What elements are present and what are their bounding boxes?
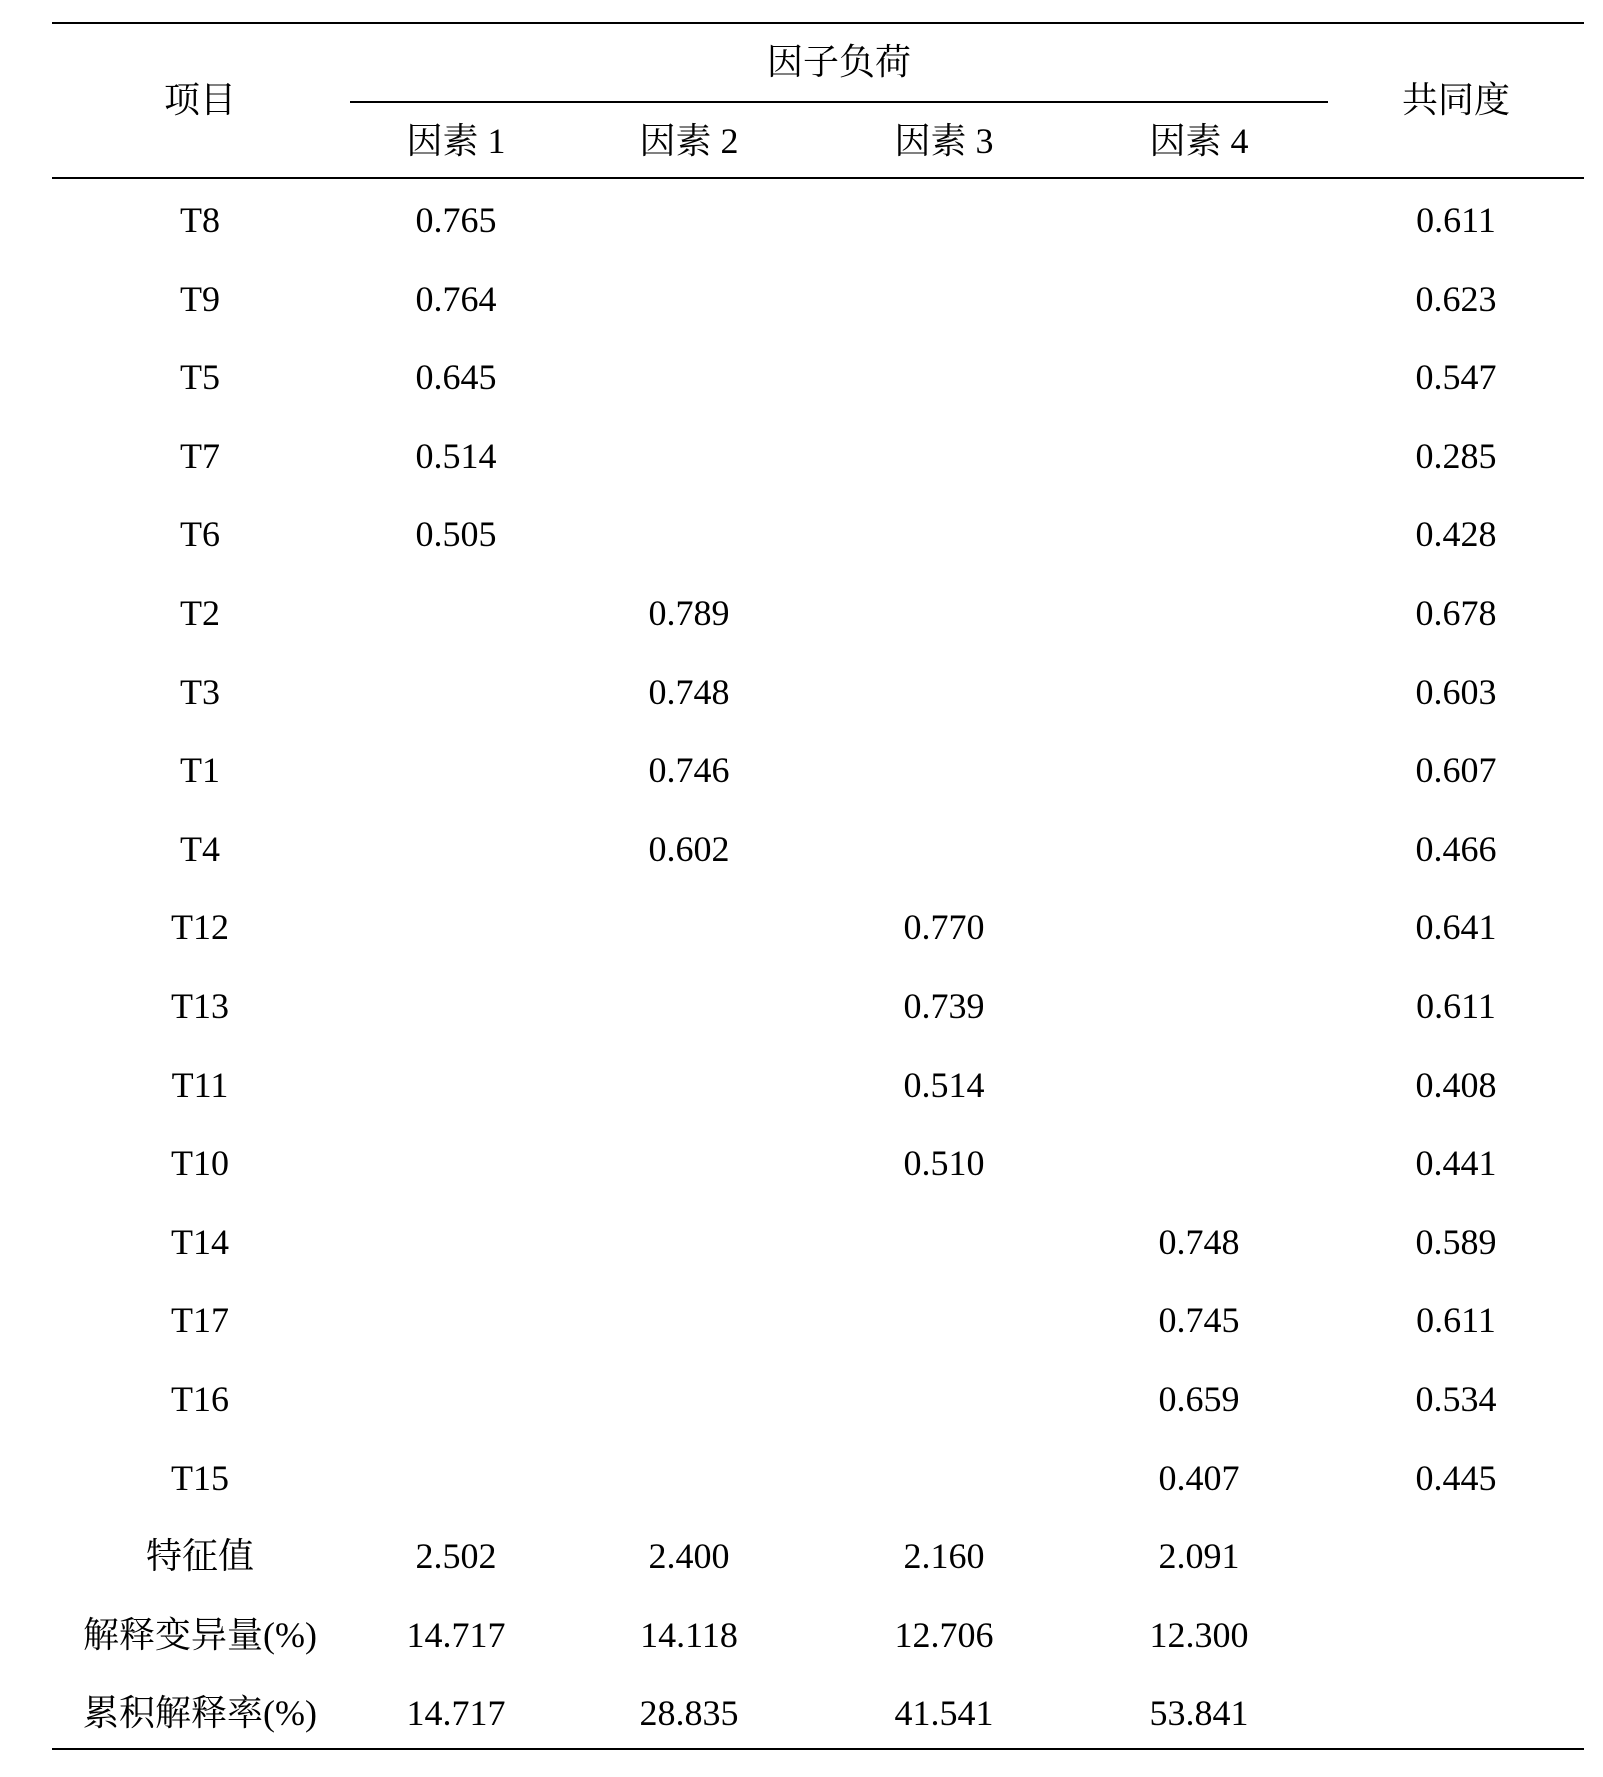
- header-item: 项目: [163, 80, 236, 120]
- loading-cell: 0.789: [648, 593, 730, 633]
- row-item-label: T4: [180, 829, 220, 869]
- row-item-label: T3: [180, 672, 220, 712]
- loading-cell: 0.510: [903, 1143, 985, 1183]
- communality-cell: 0.428: [1415, 514, 1497, 554]
- summary-value: 41.541: [894, 1693, 994, 1733]
- summary-value: 2.091: [1158, 1536, 1240, 1576]
- header-communality: 共同度: [1401, 80, 1510, 120]
- row-item-label: T14: [171, 1222, 229, 1262]
- row-item-label: T15: [171, 1458, 229, 1498]
- loading-cell: 0.748: [1158, 1222, 1240, 1262]
- bottom-rule: [52, 1748, 1584, 1750]
- row-item-label: T12: [171, 907, 229, 947]
- row-item-label: T10: [171, 1143, 229, 1183]
- header-bottom-rule: [52, 177, 1584, 179]
- summary-value: 14.118: [640, 1615, 738, 1655]
- loading-cell: 0.407: [1158, 1458, 1240, 1498]
- communality-cell: 0.678: [1415, 593, 1497, 633]
- summary-value: 2.502: [415, 1536, 497, 1576]
- communality-cell: 0.641: [1415, 907, 1497, 947]
- summary-label: 累积解释率(%): [83, 1693, 317, 1733]
- communality-cell: 0.611: [1416, 1300, 1496, 1340]
- loading-cell: 0.739: [903, 986, 985, 1026]
- row-item-label: T13: [171, 986, 229, 1026]
- communality-cell: 0.285: [1415, 436, 1497, 476]
- group-underline: [350, 101, 1328, 103]
- row-item-label: T8: [180, 200, 220, 240]
- loading-cell: 0.748: [648, 672, 730, 712]
- header-factor-1: 因素 1: [406, 121, 506, 161]
- communality-cell: 0.547: [1415, 357, 1497, 397]
- communality-cell: 0.589: [1415, 1222, 1497, 1262]
- communality-cell: 0.611: [1416, 200, 1496, 240]
- summary-label: 特征值: [145, 1536, 254, 1576]
- row-item-label: T11: [171, 1065, 229, 1105]
- communality-cell: 0.603: [1415, 672, 1497, 712]
- communality-cell: 0.445: [1415, 1458, 1497, 1498]
- communality-cell: 0.466: [1415, 829, 1497, 869]
- row-item-label: T16: [171, 1379, 229, 1419]
- communality-cell: 0.441: [1415, 1143, 1497, 1183]
- summary-value: 2.400: [648, 1536, 730, 1576]
- loading-cell: 0.505: [415, 514, 497, 554]
- communality-cell: 0.408: [1415, 1065, 1497, 1105]
- loading-cell: 0.765: [415, 200, 497, 240]
- summary-value: 2.160: [903, 1536, 985, 1576]
- summary-value: 28.835: [639, 1693, 739, 1733]
- row-item-label: T2: [180, 593, 220, 633]
- header-group-factor-loading: 因子负荷: [766, 42, 911, 82]
- summary-label: 解释变异量(%): [83, 1615, 317, 1655]
- loading-cell: 0.514: [903, 1065, 985, 1105]
- row-item-label: T1: [180, 750, 220, 790]
- loading-cell: 0.746: [648, 750, 730, 790]
- loading-cell: 0.659: [1158, 1379, 1240, 1419]
- loading-cell: 0.770: [903, 907, 985, 947]
- row-item-label: T5: [180, 357, 220, 397]
- summary-value: 53.841: [1149, 1693, 1249, 1733]
- row-item-label: T6: [180, 514, 220, 554]
- loading-cell: 0.764: [415, 279, 497, 319]
- summary-value: 14.717: [406, 1693, 506, 1733]
- loading-cell: 0.602: [648, 829, 730, 869]
- row-item-label: T7: [180, 436, 220, 476]
- row-item-label: T17: [171, 1300, 229, 1340]
- header-factor-2: 因素 2: [639, 121, 739, 161]
- summary-value: 14.717: [406, 1615, 506, 1655]
- loading-cell: 0.645: [415, 357, 497, 397]
- header-factor-3: 因素 3: [894, 121, 994, 161]
- communality-cell: 0.607: [1415, 750, 1497, 790]
- communality-cell: 0.534: [1415, 1379, 1497, 1419]
- loading-cell: 0.745: [1158, 1300, 1240, 1340]
- loading-cell: 0.514: [415, 436, 497, 476]
- header-factor-4: 因素 4: [1149, 121, 1249, 161]
- row-item-label: T9: [180, 279, 220, 319]
- communality-cell: 0.611: [1416, 986, 1496, 1026]
- top-rule: [52, 22, 1584, 24]
- summary-value: 12.706: [894, 1615, 994, 1655]
- communality-cell: 0.623: [1415, 279, 1497, 319]
- summary-value: 12.300: [1149, 1615, 1249, 1655]
